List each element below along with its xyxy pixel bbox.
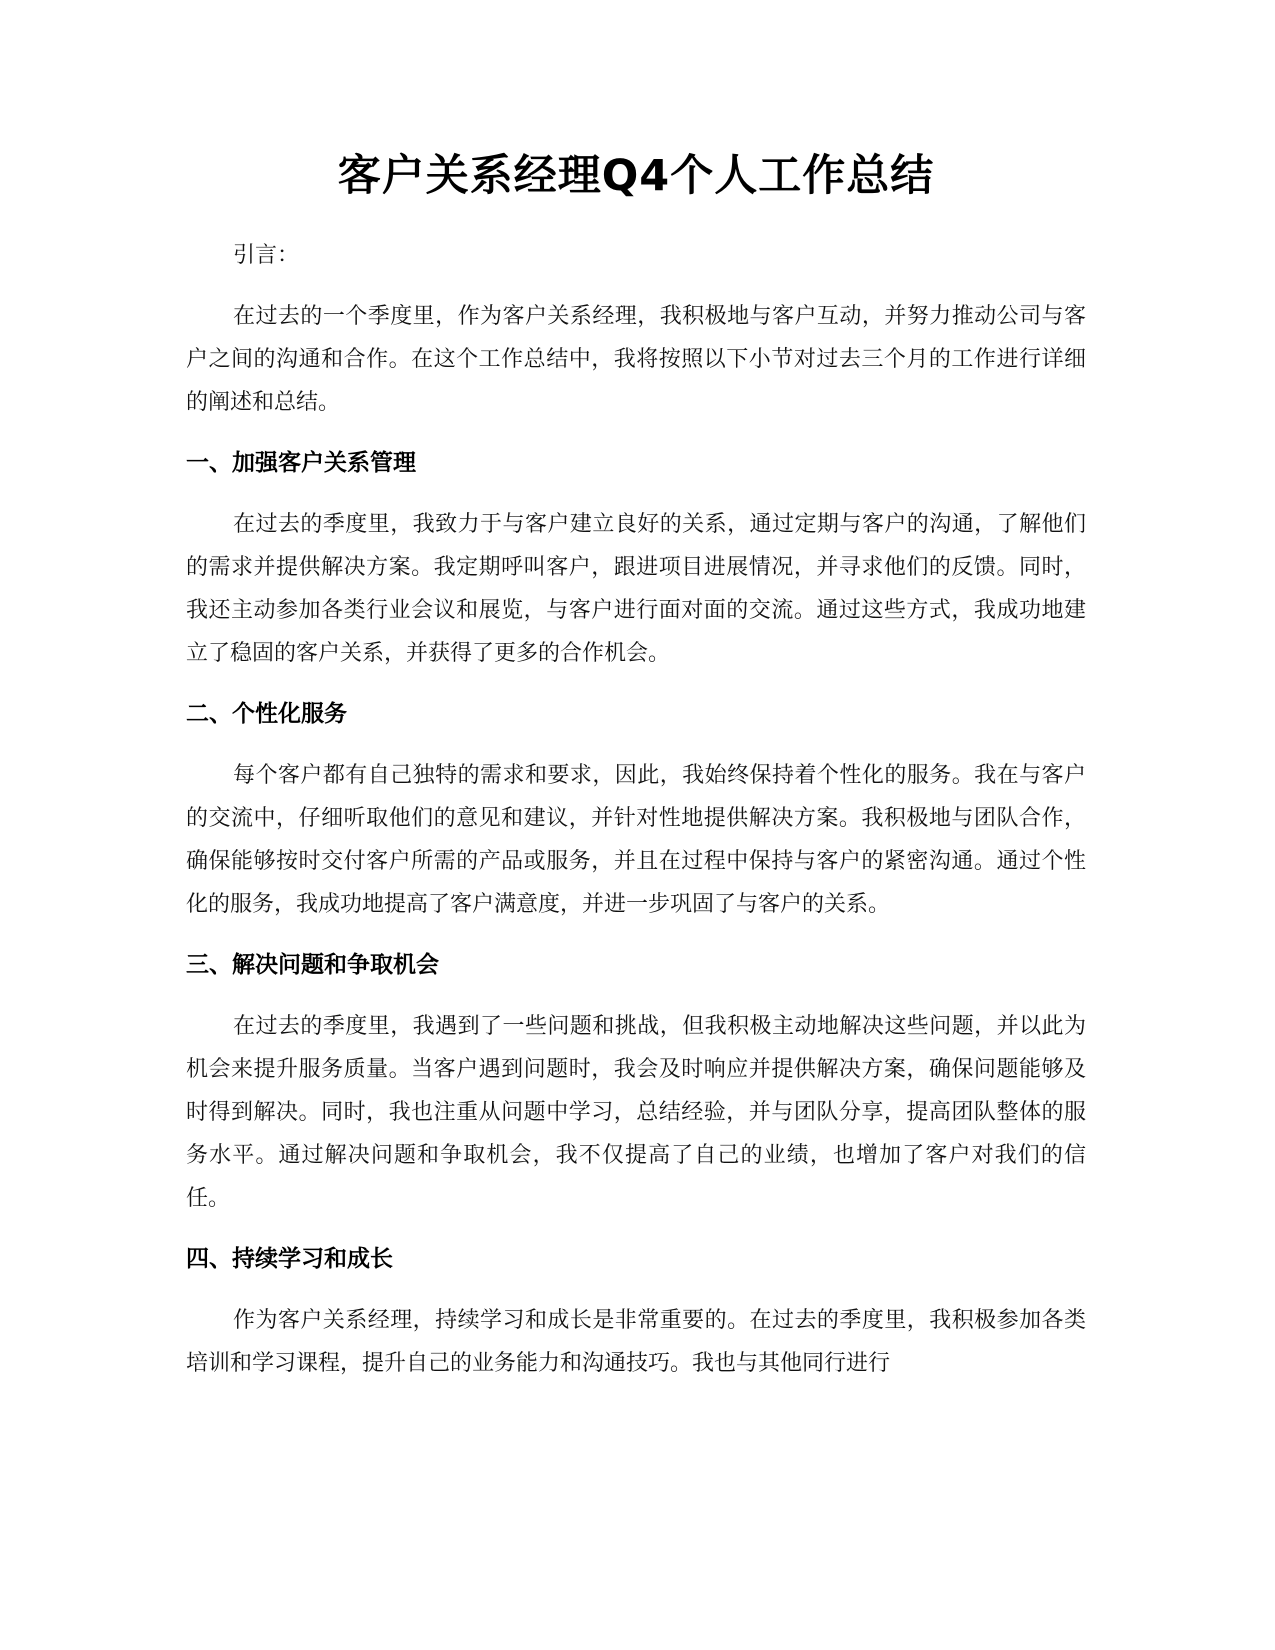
page-title: 客户关系经理Q4个人工作总结 (337, 151, 935, 201)
intro-label: 引言： (233, 243, 300, 268)
section-heading-4: 四、持续学习和成长 (186, 1246, 393, 1272)
document-body (186, 148, 1086, 1385)
section-paragraph-3: 在过去的季度里，我遇到了一些问题和挑战，但我积极主动地解决这些问题，并以此为机会来提升服务质量。当客户遇到问题时，我会及时响应并提供解决方案，确保问题能够及时得到解决。同时，我也注重从问题中学习，总结经验，并与团队分享，提高团队整体的服务水平。通过解决问题和争取机会，我不仅提高了自己的业绩，也增加了客户对我们的信任。 (186, 1014, 1086, 1211)
section-paragraph-1: 在过去的季度里，我致力于与客户建立良好的关系，通过定期与客户的沟通，了解他们的需求并提供解决方案。我定期呼叫客户，跟进项目进展情况，并寻求他们的反馈。同时，我还主动参加各类行业会议和展览，与客户进行面对面的交流。通过这些方式，我成功地建立了稳固的客户关系，并获得了更多的合作机会。 (186, 512, 1086, 666)
section-heading-1: 一、加强客户关系管理 (186, 450, 416, 476)
section-paragraph-2: 每个客户都有自己独特的需求和要求，因此，我始终保持着个性化的服务。我在与客户的交流中，仔细听取他们的意见和建议，并针对性地提供解决方案。我积极地与团队合作，确保能够按时交付客户所需的产品或服务，并且在过程中保持与客户的紧密沟通。通过个性化的服务，我成功地提高了客户满意度，并进一步巩固了与客户的关系。 (186, 763, 1086, 917)
section-paragraph-4: 作为客户关系经理，持续学习和成长是非常重要的。在过去的季度里，我积极参加各类培训和学习课程，提升自己的业务能力和沟通技巧。我也与其他同行进行 (186, 1308, 1086, 1376)
section-heading-2: 二、个性化服务 (186, 701, 347, 727)
section-heading-3: 三、解决问题和争取机会 (186, 952, 439, 978)
intro-paragraph: 在过去的一个季度里，作为客户关系经理，我积极地与客户互动，并努力推动公司与客户之间的沟通和合作。在这个工作总结中，我将按照以下小节对过去三个月的工作进行详细的阐述和总结。 (186, 304, 1086, 415)
